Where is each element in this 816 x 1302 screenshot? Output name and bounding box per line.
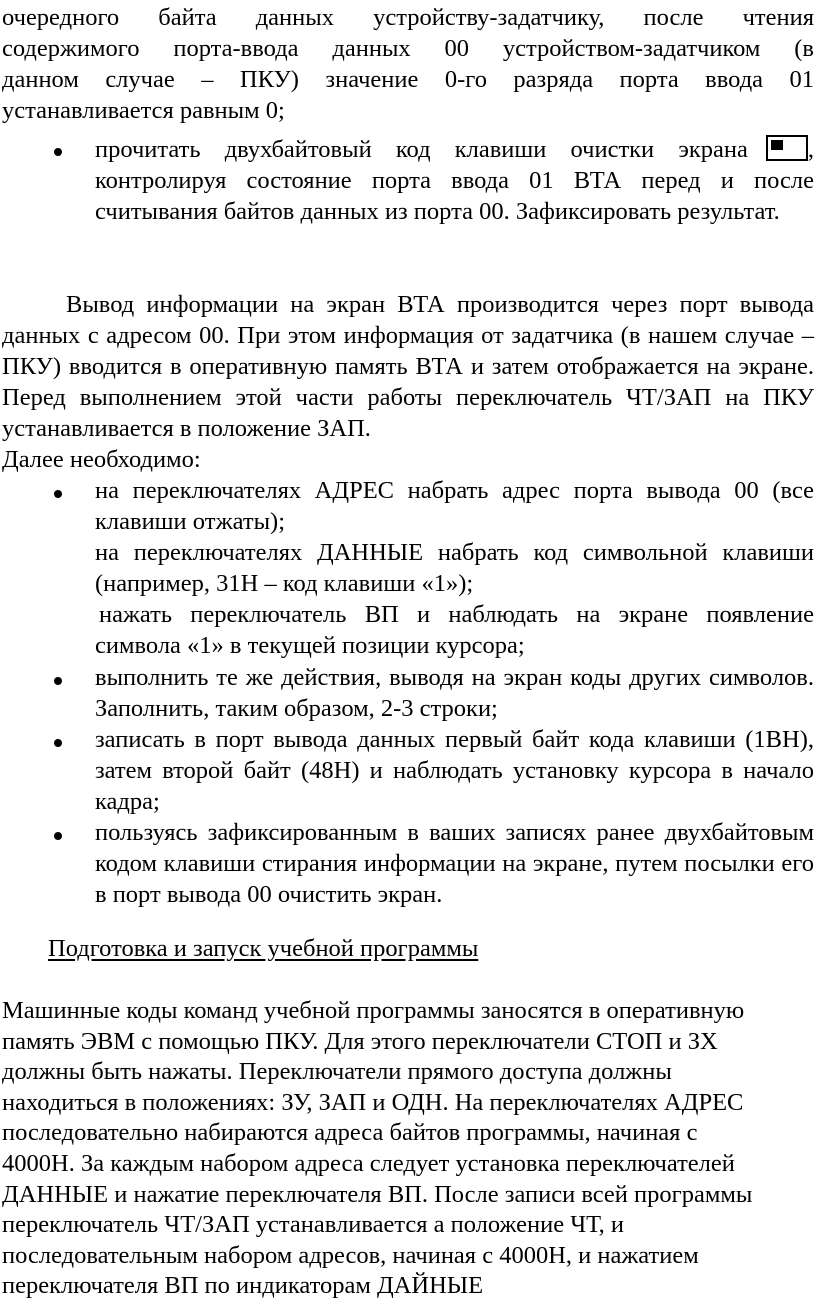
program-entry-paragraph — [2, 996, 814, 1302]
paragraph-line: переключатель ЧТ/ЗАП устанавливается а положение ЧТ, и — [2, 1211, 624, 1239]
list-item-clear-screen: пользуясь зафиксированным в ваших записях ранее двухбайтовым кодом клавиши стирания информации на экране, путем посылки его в порт вывода 00 очистить экран. — [95, 819, 814, 908]
section-heading — [48, 933, 478, 964]
paragraph-line: находиться в положениях: ЗУ, ЗАП и ОДН. На переключателях АДРЕС — [2, 1088, 744, 1116]
list-item-line — [95, 134, 814, 165]
paragraph-line: должны быть нажаты. Переключатели прямого доступа должны — [2, 1058, 672, 1086]
bullet-icon — [54, 677, 62, 685]
paragraph-line: последовательно набираются адреса байтов программы, начиная с — [2, 1119, 698, 1147]
list-item-read-clear-key — [95, 134, 814, 227]
paragraph-line: переключателя ВП по индикаторам ДАЙНЫЕ — [2, 1272, 484, 1300]
bullet-icon — [54, 490, 62, 498]
bullet-icon — [54, 832, 62, 840]
paragraph-line: 4000Н. За каждым набором адреса следует установка переключателей — [2, 1149, 735, 1177]
intro-line: очередного байта данных устройству-задатчику, после чтения — [2, 4, 814, 31]
paragraph-line: память ЭВМ с помощью ПКУ. Для этого переключатели СТОП и ЗХ — [2, 1027, 718, 1055]
list-item-punct: , — [807, 136, 814, 163]
bullet-icon — [54, 739, 62, 747]
list-item-text: на переключателях АДРЕС набрать адрес порта вывода 00 (все клавиши отжаты); — [95, 477, 814, 535]
paragraph-line: ДАННЫЕ и нажатие переключателя ВП. После записи всей программы — [2, 1180, 753, 1208]
intro-line: данном случае – ПКУ) значение 0-го разряда порта ввода 01 — [2, 66, 814, 93]
list-item-text: нажать переключатель ВП и наблюдать на экране появление символа «1» в текущей позиции курсора; — [95, 601, 814, 659]
further-label: Далее необходимо: — [2, 446, 201, 473]
intro-paragraph — [2, 2, 814, 126]
section-heading-text: Подготовка и запуск учебной программы — [48, 935, 479, 962]
list-item-text: прочитать двухбайтовый код клавиши очистки экрана — [95, 136, 748, 163]
paragraph-line: Машинные коды команд учебной программы заносятся в оперативную — [2, 997, 745, 1024]
intro-line: содержимого порта-ввода данных 00 устройством-задатчиком (в — [2, 35, 814, 62]
list-item-text: на переключателях ДАННЫЕ набрать код символьной клавиши (например, 31Н – код клавиши «1»); — [95, 539, 814, 597]
output-paragraph: Вывод информации на экран ВТА производится через порт вывода данных с адресом 00. При этом информация от задатчика (в нашем случае – ПКУ) вводится в оперативную память ВТА и затем отображается на экране. Перед выполнением этой части работы переключатель ЧТ/ЗАП на ПКУ устанавливается в положение ЗАП. — [2, 291, 814, 442]
list-item-output-steps — [95, 475, 814, 661]
intro-line: устанавливается равным 0; — [2, 97, 285, 124]
bullet-icon — [54, 148, 62, 156]
list-item-text: контролируя состояние порта ввода 01 ВТА перед и после считывания байтов данных из порта 00. Зафиксировать результат. — [95, 167, 814, 225]
clear-screen-key-icon — [766, 135, 808, 161]
paragraph-line: последовательным набором адресов, начиная с 4000Н, и нажатием — [2, 1241, 699, 1269]
list-item-cursor-home: записать в порт вывода данных первый байт кода клавиши (1ВН), затем второй байт (48Н) и наблюдать установку курсора в начало кадра; — [95, 726, 814, 815]
list-item-repeat: выполнить те же действия, выводя на экран коды других символов. Заполнить, таким образом, 2-3 строки; — [95, 664, 814, 722]
